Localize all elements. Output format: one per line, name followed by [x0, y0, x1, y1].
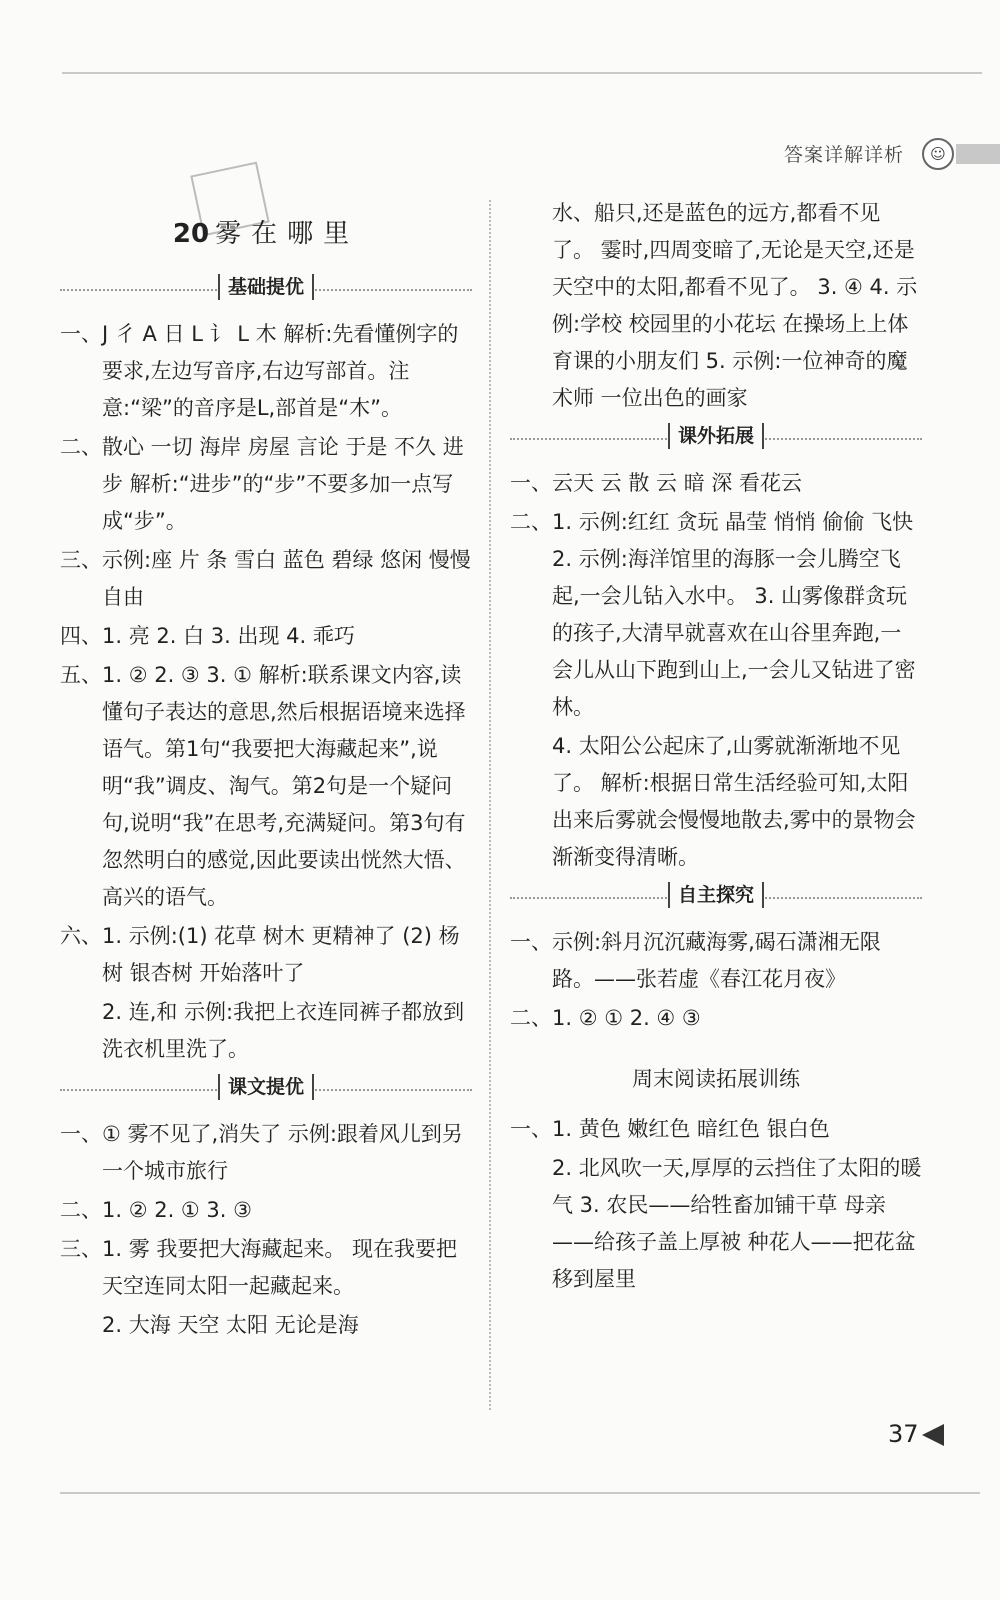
- weekend-title: 周末阅读拓展训练: [632, 1067, 800, 1091]
- answer-item: 一、示例:斜月沉沉藏海雾,碣石潇湘无限路。——张若虚《春江花月夜》: [510, 930, 881, 991]
- answer-item: 2. 大海 天空 太阳 无论是海: [102, 1313, 359, 1337]
- lesson-title-text: 雾在哪里: [215, 219, 360, 249]
- top-rule: [62, 72, 982, 74]
- page-number: 37: [888, 1420, 919, 1448]
- answer-item: 二、1. 示例:红红 贪玩 晶莹 悄悄 偷偷 飞快 2. 示例:海洋馆里的海豚一会儿腾空飞起,一会儿钻入水中。 3. 山雾像群贪玩的孩子,大清早就喜欢在山谷里奔跑,一会儿从山下跑到山上,一会儿又钻进了密林。: [510, 510, 916, 719]
- answer-item: 2. 北风吹一天,厚厚的云挡住了太阳的暖气 3. 农民——给牲畜加铺干草 母亲——给孩子盖上厚被 种花人——把花盆移到屋里: [552, 1156, 922, 1291]
- answer-item: 一、① 雾不见了,消失了 示例:跟着风儿到另一个城市旅行: [60, 1122, 463, 1183]
- right-column: [510, 195, 922, 1300]
- answer-item: 五、1. ② 2. ③ 3. ① 解析:联系课文内容,读懂句子表达的意思,然后根据语境来选择语气。第1句“我要把大海藏起来”,说明“我”调皮、淘气。第2句是一个疑问句,说明“我”在思考,充满疑问。第3句有忽然明白的感觉,因此要读出恍然大悟、高兴的语气。: [60, 663, 466, 909]
- answer-item: 一、云天 云 散 云 暗 深 看花云: [510, 471, 803, 495]
- answer-item: 2. 连,和 示例:我把上衣连同裤子都放到洗衣机里洗了。: [102, 1000, 465, 1061]
- header-bar: [956, 144, 1000, 164]
- section-header: [60, 1072, 472, 1108]
- section-label: 课外拓展: [668, 423, 764, 449]
- answer-item: 一、J 彳 A 日 L 讠 L 木 解析:先看懂例字的要求,左边写音序,右边写部首。注意:“梁”的音序是L,部首是“木”。: [60, 322, 459, 420]
- answer-item: 四、1. 亮 2. 白 3. 出现 4. 乖巧: [60, 624, 355, 648]
- column-divider: [489, 200, 491, 1410]
- answer-item: 三、1. 雾 我要把大海藏起来。 现在我要把天空连同太阳一起藏起来。: [60, 1237, 458, 1298]
- answer-item: 二、散心 一切 海岸 房屋 言论 于是 不久 进步 解析:“进步”的“步”不要多加一点写成“步”。: [60, 435, 464, 533]
- header-title: 答案详解详析: [783, 144, 904, 166]
- left-column: [60, 195, 472, 1346]
- answer-item: 一、1. 黄色 嫩红色 暗红色 银白色: [510, 1117, 830, 1141]
- section-header: [510, 880, 922, 916]
- section-header: [510, 421, 922, 457]
- bottom-rule: [60, 1492, 980, 1494]
- smiley-icon: ☺: [922, 138, 954, 170]
- answer-item: 二、1. ② ① 2. ④ ③: [510, 1006, 701, 1030]
- answer-item: 二、1. ② 2. ① 3. ③: [60, 1198, 252, 1222]
- answer-item: 六、1. 示例:(1) 花草 树木 更精神了 (2) 杨树 银杏树 开始落叶了: [60, 924, 460, 985]
- triangle-left-icon: [922, 1424, 944, 1446]
- section-label: 课文提优: [218, 1074, 314, 1100]
- lesson-title: [60, 213, 472, 250]
- section-label: 基础提优: [218, 274, 314, 300]
- answer-item: 水、船只,还是蓝色的远方,都看不见了。 霎时,四周变暗了,无论是天空,还是天空中的太阳,都看不见了。 3. ④ 4. 示例:学校 校园里的小花坛 在操场上上体育课的小朋友们 5. 示例:一位神奇的魔术师 一位出色的画家: [552, 201, 918, 410]
- answer-item: 三、示例:座 片 条 雪白 蓝色 碧绿 悠闲 慢慢 自由: [60, 548, 471, 609]
- section-label: 自主探究: [668, 882, 764, 908]
- section-header: [60, 272, 472, 308]
- answer-item: 4. 太阳公公起床了,山雾就渐渐地不见了。 解析:根据日常生活经验可知,太阳出来后雾就会慢慢地散去,雾中的景物会渐渐变得清晰。: [552, 734, 916, 869]
- lesson-number: 20: [172, 219, 210, 249]
